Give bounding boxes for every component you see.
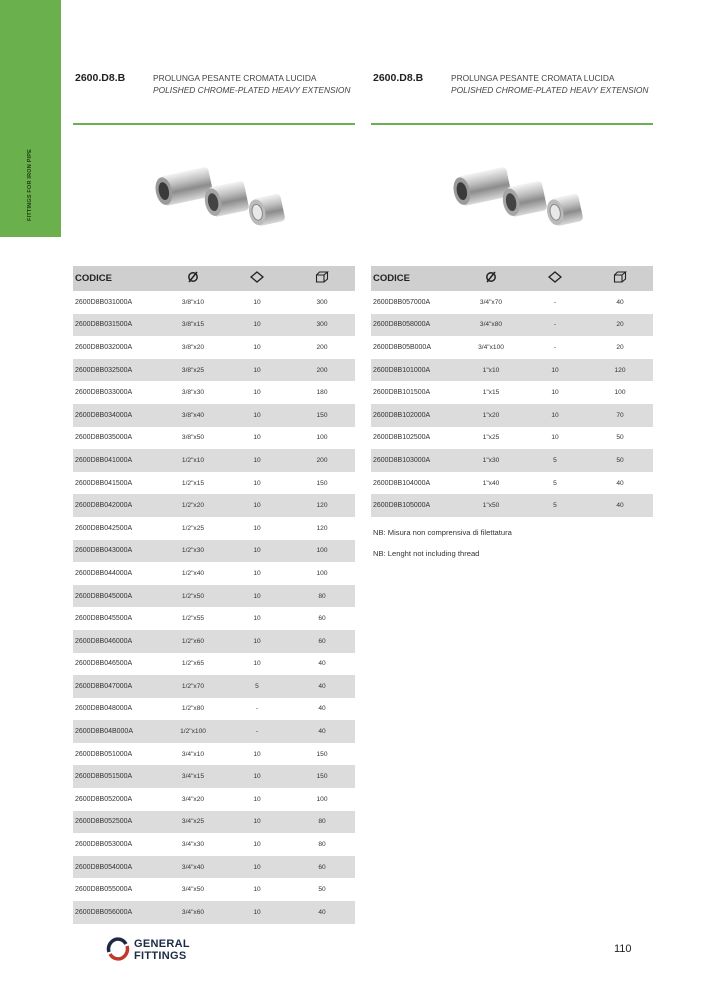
table-row: [73, 765, 355, 788]
cell-wrench: 10: [253, 298, 261, 306]
box-icon: [289, 266, 355, 291]
cell-wrench: 5: [523, 449, 587, 472]
spec-table: [73, 266, 355, 924]
table-row: [73, 698, 355, 721]
cell-wrench: 10: [253, 569, 261, 577]
table-row: [73, 359, 355, 382]
cell-code: 2600D8B032000A: [75, 343, 133, 351]
cell-wrench: 10: [225, 449, 289, 472]
cell-size: 3/4"x20: [181, 795, 205, 803]
company-logo: [106, 936, 216, 964]
table-row: [73, 607, 355, 630]
box-icon: [587, 266, 653, 291]
cell-wrench: 10: [225, 585, 289, 608]
cell-wrench: -: [523, 314, 587, 337]
cell-pack-qty: 20: [616, 343, 624, 351]
cell-pack-qty: 80: [289, 811, 355, 834]
cell-size: 3/4"x100: [478, 343, 504, 351]
cell-pack-qty: 100: [316, 434, 328, 442]
table-row: [371, 472, 653, 495]
table-row: [73, 878, 355, 901]
cell-size: 1"x30: [459, 449, 523, 472]
cell-code: 2600D8B04B000A: [73, 720, 161, 743]
cell-code: 2600D8B101000A: [371, 359, 459, 382]
cell-wrench: 10: [523, 359, 587, 382]
cell-wrench: 10: [225, 856, 289, 879]
cell-wrench: 10: [253, 343, 261, 351]
cell-pack-qty: 100: [289, 540, 355, 563]
section-divider: [73, 123, 355, 125]
table-row: [73, 381, 355, 404]
table-row: [73, 811, 355, 834]
table-row: [73, 291, 355, 314]
cell-wrench: -: [553, 343, 557, 351]
cell-pack-qty: 40: [587, 494, 653, 517]
cell-size: 3/8"x20: [181, 343, 205, 351]
cell-pack-qty: 40: [318, 660, 326, 668]
table-row: [371, 404, 653, 427]
cell-wrench: 5: [523, 494, 587, 517]
cell-pack-qty: 40: [318, 705, 326, 713]
cell-code: 2600D8B031000A: [75, 298, 133, 306]
table-row: [73, 562, 355, 585]
note-english: NB: Lenght not including thread: [373, 549, 480, 558]
cell-pack-qty: 40: [289, 901, 355, 924]
note-italian: NB: Misura non comprensiva di filettatura: [373, 528, 512, 537]
cell-pack-qty: 200: [289, 449, 355, 472]
table-row: [73, 517, 355, 540]
cell-pack-qty: 40: [616, 479, 624, 487]
logo-text-general: GENERAL: [134, 938, 190, 950]
table-row: [73, 449, 355, 472]
cell-code: 2600D8B057000A: [373, 298, 431, 306]
cell-code: 2600D8B045000A: [73, 585, 161, 608]
wrench-size-icon: [225, 266, 289, 291]
cell-size: 3/4"x80: [459, 314, 523, 337]
section-divider: [371, 123, 653, 125]
cell-wrench: 10: [225, 765, 289, 788]
cell-wrench: 10: [523, 404, 587, 427]
cell-wrench: 5: [553, 479, 557, 487]
cell-size: 1"x25: [482, 434, 500, 442]
cell-code: 2600D8B042500A: [75, 524, 133, 532]
cell-size: 3/4"x60: [161, 901, 225, 924]
cell-wrench: -: [255, 705, 259, 713]
table-row: [73, 472, 355, 495]
cell-pack-qty: 40: [616, 298, 624, 306]
cell-pack-qty: 60: [318, 615, 326, 623]
cell-pack-qty: 150: [289, 765, 355, 788]
cell-size: 1/2"x70: [161, 675, 225, 698]
table-header-row: [371, 266, 653, 291]
cell-size: 1/2"x10: [161, 449, 225, 472]
cell-size: 1/2"x30: [161, 540, 225, 563]
cell-wrench: 10: [225, 494, 289, 517]
product-description: [153, 72, 350, 96]
cell-size: 3/4"x10: [181, 750, 205, 758]
cell-wrench: 10: [253, 841, 261, 849]
product-description: [451, 72, 648, 96]
section-tab-label: FITTINGS FOR IRON PIPE: [27, 149, 33, 221]
cell-code: 2600D8B056000A: [73, 901, 161, 924]
cell-code: 2600D8B104000A: [373, 479, 431, 487]
product-photo: [133, 140, 303, 250]
table-row: [73, 314, 355, 337]
cell-code: 2600D8B052500A: [73, 811, 161, 834]
cell-pack-qty: 150: [289, 404, 355, 427]
cell-size: 3/8"x40: [161, 404, 225, 427]
table-row: [73, 720, 355, 743]
cell-size: 3/8"x15: [161, 314, 225, 337]
header-code: CODICE: [73, 266, 161, 291]
cell-size: 3/4"x70: [479, 298, 503, 306]
cell-code: 2600D8B041500A: [75, 479, 133, 487]
cell-code: 2600D8B035000A: [75, 434, 133, 442]
cell-wrench: 10: [225, 404, 289, 427]
cell-size: 3/4"x30: [181, 841, 205, 849]
cell-pack-qty: 50: [587, 449, 653, 472]
cell-code: 2600D8B048000A: [75, 705, 133, 713]
table-header-row: [73, 266, 355, 291]
cell-code: 2600D8B046000A: [73, 630, 161, 653]
cell-size: 1/2"x55: [181, 615, 205, 623]
cell-wrench: 10: [225, 540, 289, 563]
cell-pack-qty: 40: [289, 720, 355, 743]
product-photo: [431, 140, 601, 250]
cell-pack-qty: 60: [289, 630, 355, 653]
cell-size: 1/2"x25: [181, 524, 205, 532]
cell-pack-qty: 40: [289, 675, 355, 698]
cell-code: 2600D8B055000A: [75, 886, 133, 894]
table-row: [371, 291, 653, 314]
page-number: 110: [614, 943, 632, 955]
cell-wrench: 10: [253, 434, 261, 442]
cell-pack-qty: 200: [316, 343, 328, 351]
cell-wrench: 10: [253, 886, 261, 894]
cell-pack-qty: 300: [289, 314, 355, 337]
cell-wrench: -: [225, 720, 289, 743]
description-italian: PROLUNGA PESANTE CROMATA LUCIDA: [153, 73, 317, 83]
cell-wrench: 5: [225, 675, 289, 698]
cell-code: 2600D8B031500A: [73, 314, 161, 337]
cell-code: 2600D8B052000A: [75, 795, 133, 803]
cell-size: 3/8"x10: [181, 298, 205, 306]
table-row: [73, 901, 355, 924]
cell-code: 2600D8B102000A: [371, 404, 459, 427]
table-row: [73, 494, 355, 517]
table-row: [73, 675, 355, 698]
cell-wrench: 10: [253, 524, 261, 532]
section-tab: [0, 0, 61, 237]
cell-wrench: 10: [225, 314, 289, 337]
table-row: [73, 540, 355, 563]
cell-wrench: 10: [253, 479, 261, 487]
table-row: [73, 788, 355, 811]
cell-size: 3/4"x50: [181, 886, 205, 894]
description-english: POLISHED CHROME-PLATED HEAVY EXTENSION: [153, 85, 351, 95]
table-row: [73, 653, 355, 676]
diameter-icon: [161, 266, 225, 291]
cell-code: 2600D8B102500A: [373, 434, 431, 442]
description-italian: PROLUNGA PESANTE CROMATA LUCIDA: [451, 73, 615, 83]
cell-pack-qty: 150: [316, 479, 328, 487]
cell-code: 2600D8B043000A: [73, 540, 161, 563]
product-code: 2600.D8.B: [75, 72, 126, 84]
cell-pack-qty: 120: [587, 359, 653, 382]
cell-pack-qty: 100: [614, 389, 626, 397]
cell-code: 2600D8B105000A: [371, 494, 459, 517]
table-row: [73, 336, 355, 359]
cell-pack-qty: 150: [316, 750, 328, 758]
cell-size: 1"x20: [459, 404, 523, 427]
wrench-size-icon: [523, 266, 587, 291]
cell-size: 3/8"x50: [181, 434, 205, 442]
cell-pack-qty: 20: [587, 314, 653, 337]
cell-wrench: 10: [551, 434, 559, 442]
cell-wrench: 10: [253, 660, 261, 668]
cell-pack-qty: 80: [318, 841, 326, 849]
cell-size: 3/8"x25: [161, 359, 225, 382]
cell-size: 3/4"x25: [161, 811, 225, 834]
table-row: [371, 314, 653, 337]
cell-pack-qty: 80: [289, 585, 355, 608]
diameter-icon: [459, 266, 523, 291]
cell-pack-qty: 200: [289, 359, 355, 382]
cell-size: 1/2"x60: [161, 630, 225, 653]
cell-wrench: 10: [225, 630, 289, 653]
cell-code: 2600D8B05B000A: [373, 343, 431, 351]
table-row: [73, 743, 355, 766]
table-row: [73, 585, 355, 608]
cell-size: 3/4"x15: [161, 765, 225, 788]
cell-code: 2600D8B054000A: [73, 856, 161, 879]
cell-size: 1/2"x50: [161, 585, 225, 608]
cell-size: 1"x15: [482, 389, 500, 397]
cell-code: 2600D8B051000A: [75, 750, 133, 758]
cell-wrench: -: [553, 298, 557, 306]
cell-size: 1"x40: [482, 479, 500, 487]
cell-code: 2600D8B053000A: [75, 841, 133, 849]
cell-size: 1/2"x20: [161, 494, 225, 517]
cell-pack-qty: 180: [316, 389, 328, 397]
cell-size: 1/2"x65: [181, 660, 205, 668]
cell-pack-qty: 50: [616, 434, 624, 442]
cell-wrench: 10: [253, 750, 261, 758]
product-code: 2600.D8.B: [373, 72, 424, 84]
cell-wrench: 10: [253, 795, 261, 803]
cell-pack-qty: 70: [587, 404, 653, 427]
cell-wrench: 10: [253, 615, 261, 623]
cell-code: 2600D8B046500A: [75, 660, 133, 668]
cell-code: 2600D8B051500A: [73, 765, 161, 788]
cell-wrench: 10: [551, 389, 559, 397]
cell-code: 2600D8B042000A: [73, 494, 161, 517]
cell-pack-qty: 300: [316, 298, 328, 306]
logo-mark-icon: [106, 936, 130, 962]
cell-size: 1/2"x100: [161, 720, 225, 743]
cell-size: 3/8"x30: [181, 389, 205, 397]
table-row: [73, 404, 355, 427]
table-row: [73, 427, 355, 450]
cell-code: 2600D8B101500A: [373, 389, 431, 397]
table-row: [371, 381, 653, 404]
cell-pack-qty: 100: [316, 795, 328, 803]
cell-code: 2600D8B033000A: [75, 389, 133, 397]
cell-wrench: 10: [253, 389, 261, 397]
cell-size: 3/4"x40: [161, 856, 225, 879]
cell-size: 1/2"x40: [181, 569, 205, 577]
table-row: [371, 359, 653, 382]
cell-code: 2600D8B044000A: [75, 569, 133, 577]
cell-code: 2600D8B045500A: [75, 615, 133, 623]
cell-pack-qty: 60: [289, 856, 355, 879]
cell-pack-qty: 120: [316, 524, 328, 532]
spec-table: [371, 266, 653, 517]
cell-pack-qty: 120: [289, 494, 355, 517]
cell-code: 2600D8B032500A: [73, 359, 161, 382]
table-row: [371, 449, 653, 472]
cell-code: 2600D8B034000A: [73, 404, 161, 427]
cell-code: 2600D8B103000A: [371, 449, 459, 472]
cell-size: 1/2"x80: [181, 705, 205, 713]
cell-pack-qty: 100: [316, 569, 328, 577]
cell-wrench: 10: [225, 811, 289, 834]
table-row: [73, 833, 355, 856]
table-row: [73, 856, 355, 879]
cell-size: 1"x10: [459, 359, 523, 382]
description-english: POLISHED CHROME-PLATED HEAVY EXTENSION: [451, 85, 649, 95]
table-row: [371, 427, 653, 450]
cell-code: 2600D8B058000A: [371, 314, 459, 337]
cell-size: 1"x50: [459, 494, 523, 517]
cell-size: 1/2"x15: [181, 479, 205, 487]
table-row: [371, 336, 653, 359]
cell-wrench: 10: [225, 359, 289, 382]
cell-code: 2600D8B047000A: [73, 675, 161, 698]
logo-text-fittings: FITTINGS: [134, 950, 187, 962]
header-code: CODICE: [371, 266, 459, 291]
table-row: [371, 494, 653, 517]
cell-code: 2600D8B041000A: [73, 449, 161, 472]
cell-pack-qty: 50: [318, 886, 326, 894]
table-row: [73, 630, 355, 653]
cell-wrench: 10: [225, 901, 289, 924]
